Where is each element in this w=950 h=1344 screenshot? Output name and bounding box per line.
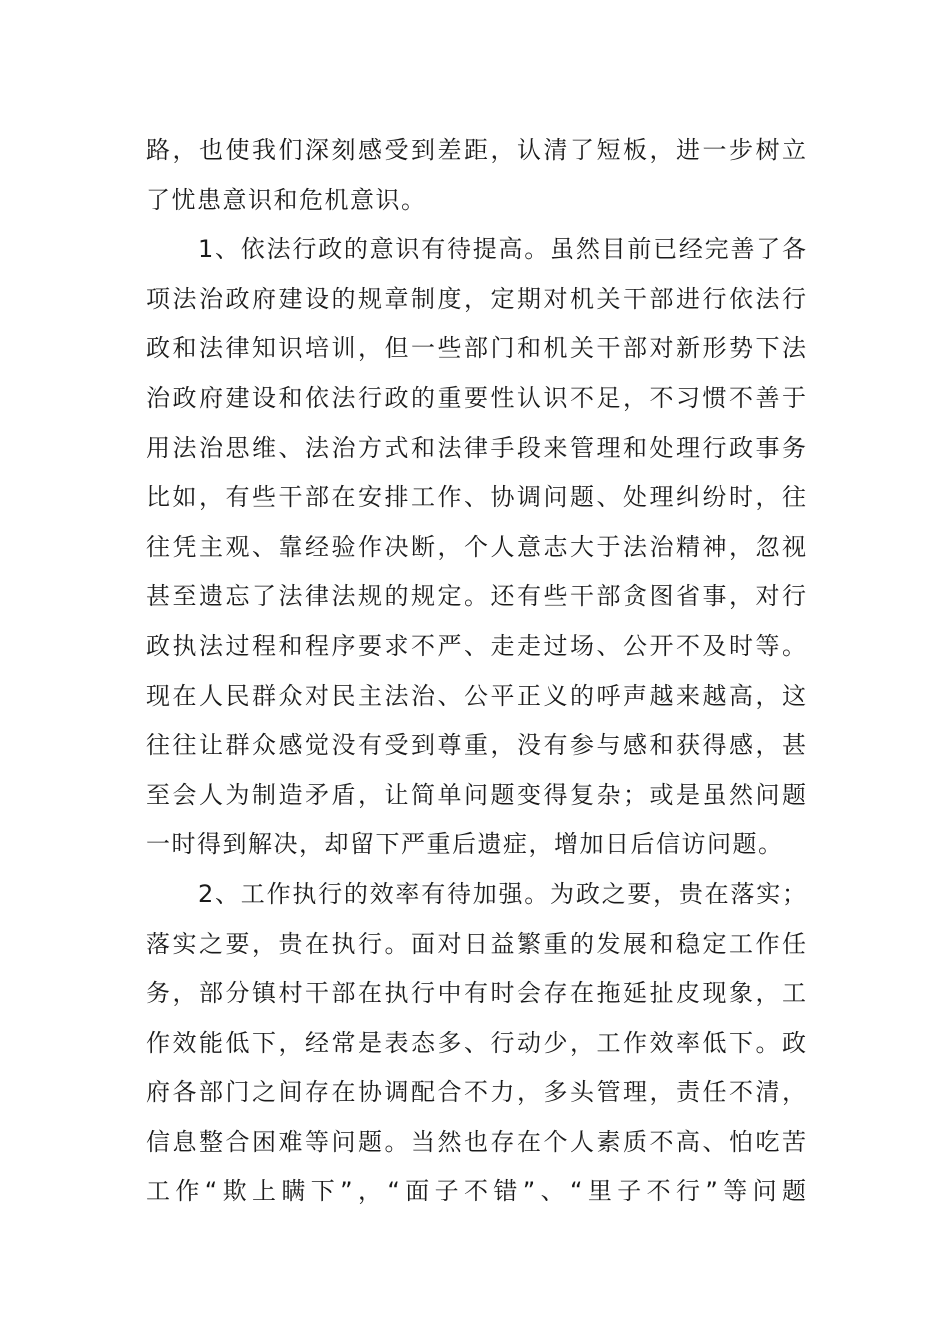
text-line: 府各部门之间存在协调配合不力，多头管理，责任不清， [146, 1078, 806, 1107]
paragraph-heading-line: 1、依法行政的意识有待提高。虽然目前已经完善了各 [198, 235, 806, 264]
text-line: 路，也使我们深刻感受到差距，认清了短板，进一步树立 [146, 136, 806, 164]
text-line: 政执法过程和程序要求不严、走走过场、公开不及时等。 [146, 631, 806, 660]
text-line: 工作“欺上瞒下”，“面子不错”、“里子不行”等问题 [146, 1177, 806, 1206]
text-line: 信息整合困难等问题。当然也存在个人素质不高、怕吃苦 [146, 1127, 806, 1156]
text-line: 作效能低下，经常是表态多、行动少，工作效率低下。政 [146, 1028, 806, 1057]
text-line: 往凭主观、靠经验作决断，个人意志大于法治精神，忽视 [146, 532, 806, 561]
text-line: 至会人为制造矛盾，让简单问题变得复杂；或是虽然问题 [146, 780, 806, 809]
text-line: 项法治政府建设的规章制度，定期对机关干部进行依法行 [146, 284, 806, 313]
text-line: 比如，有些干部在安排工作、协调问题、处理纠纷时，往 [146, 483, 806, 512]
text-line: 治政府建设和依法行政的重要性认识不足，不习惯不善于 [146, 383, 806, 412]
text-line: 用法治思维、法治方式和法律手段来管理和处理行政事务 [146, 433, 806, 462]
paragraph-heading-line: 2、工作执行的效率有待加强。为政之要，贵在落实； [198, 879, 806, 908]
text-line: 一时得到解决，却留下严重后遗症，增加日后信访问题。 [146, 830, 784, 859]
text-line: 现在人民群众对民主法治、公平正义的呼声越来越高，这 [146, 681, 806, 710]
text-line: 务，部分镇村干部在执行中有时会存在拖延扯皮现象，工 [146, 979, 806, 1008]
text-line: 政和法律知识培训，但一些部门和机关干部对新形势下法 [146, 334, 806, 363]
text-line: 了忧患意识和危机意识。 [146, 185, 427, 214]
text-line: 往往让群众感觉没有受到尊重，没有参与感和获得感，甚 [146, 731, 806, 760]
body-text [146, 126, 806, 1217]
text-line: 甚至遗忘了法律法规的规定。还有些干部贪图省事，对行 [146, 582, 806, 611]
text-line: 落实之要，贵在执行。面对日益繁重的发展和稳定工作任 [146, 929, 806, 958]
